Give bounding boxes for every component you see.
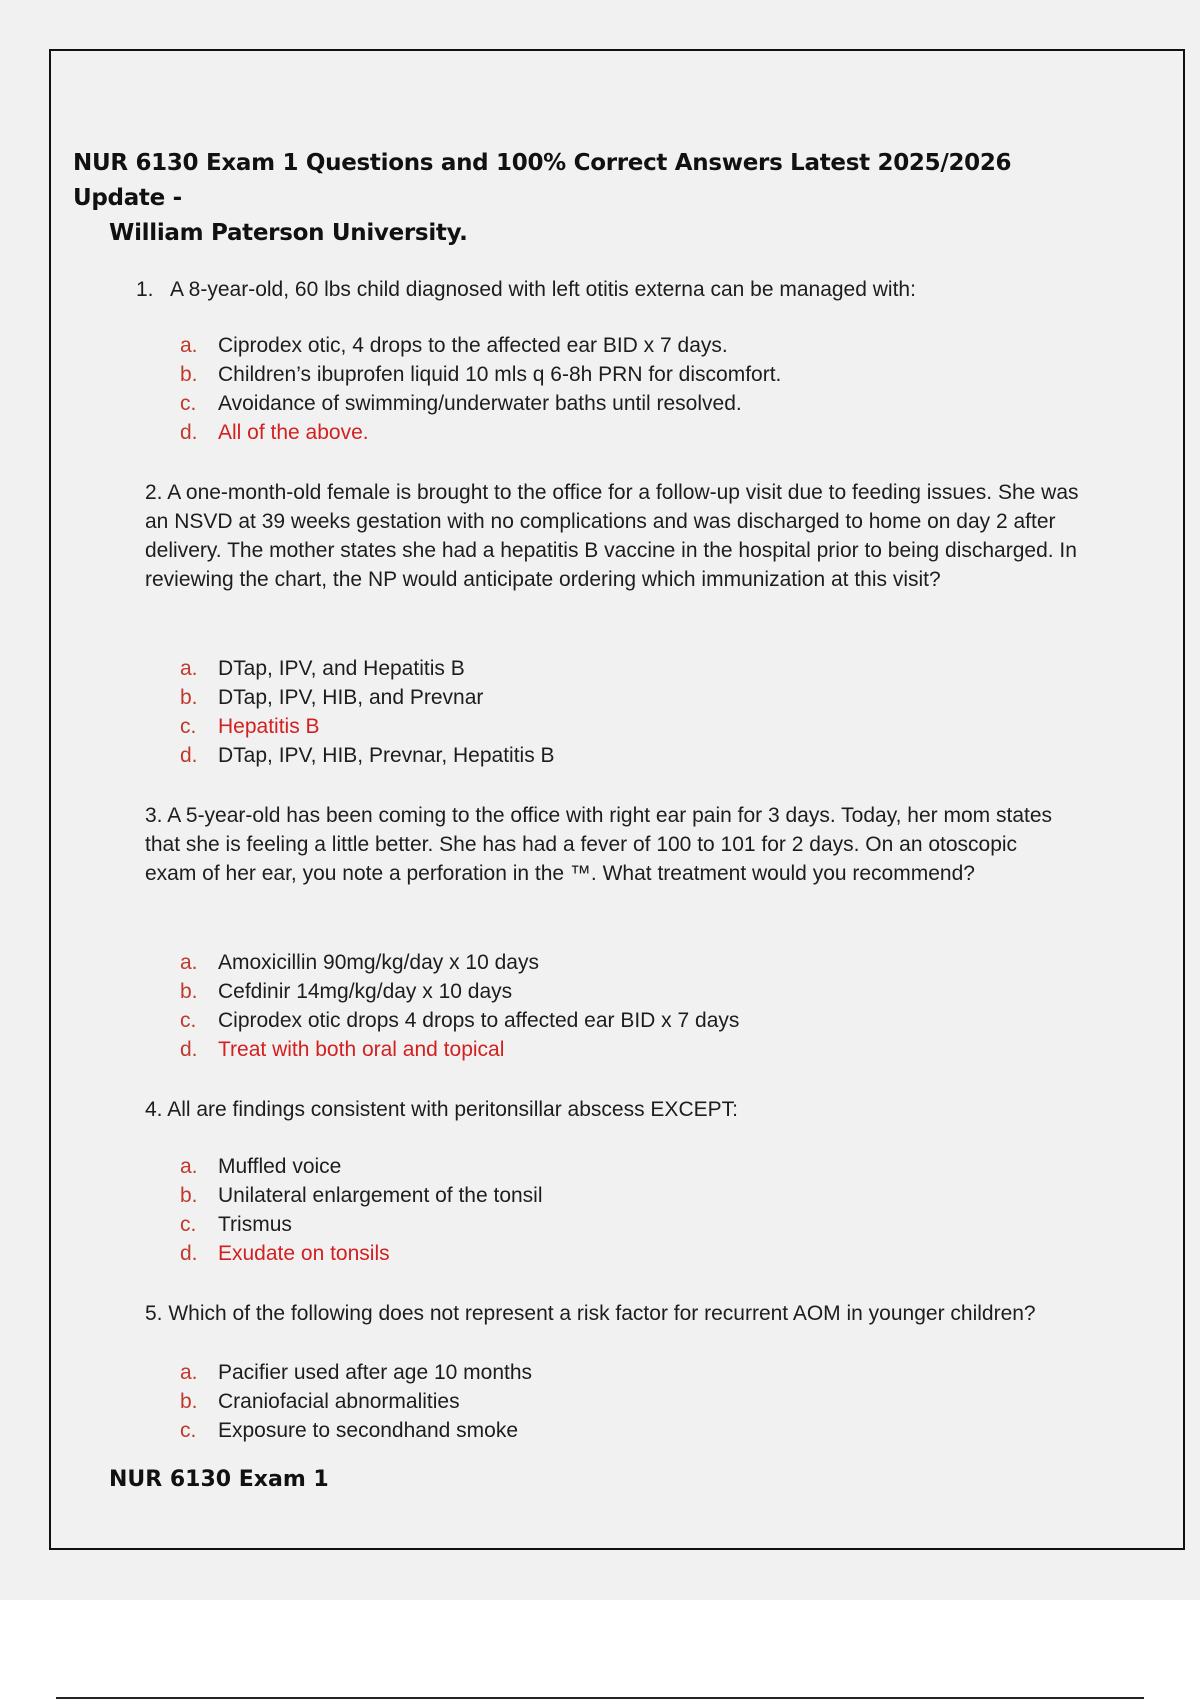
option-2d: d. DTap, IPV, HIB, Prevnar, Hepatitis B — [180, 744, 555, 767]
question-text: A 8-year-old, 60 lbs child diagnosed with left otitis externa can be managed with: — [170, 278, 916, 301]
option-3c: c. Ciprodex otic drops 4 drops to affected ear BID x 7 days — [180, 1009, 740, 1032]
option-5b: b. Craniofacial abnormalities — [180, 1390, 460, 1413]
option-1a: a. Ciprodex otic, 4 drops to the affected ear BID x 7 days. — [180, 334, 728, 357]
option-3b: b. Cefdinir 14mg/kg/day x 10 days — [180, 980, 513, 1003]
question-text: All are findings consistent with peritonsillar abscess EXCEPT: — [167, 1098, 738, 1121]
question-number: 2. — [145, 481, 163, 504]
question-text: Which of the following does not represent a risk factor for recurrent AOM in younger children? — [168, 1302, 1036, 1325]
question-4-options — [180, 1152, 1080, 1268]
option-5a: a. Pacifier used after age 10 months — [180, 1361, 533, 1384]
option-1b: b. Children’s ibuprofen liquid 10 mls q 6-8h PRN for discomfort. — [180, 363, 782, 386]
option-3a: a. Amoxicillin 90mg/kg/day x 10 days — [180, 951, 539, 974]
option-2c-correct: c. Hepatitis B — [180, 715, 320, 738]
question-5-options — [180, 1358, 1080, 1445]
question-2 — [145, 478, 1100, 594]
option-4b: b. Unilateral enlargement of the tonsil — [180, 1184, 543, 1207]
question-3-options — [180, 948, 1080, 1064]
question-5 — [145, 1299, 1135, 1328]
option-4d-correct: d. Exudate on tonsils — [180, 1242, 390, 1265]
question-4 — [145, 1095, 1095, 1124]
question-1 — [136, 275, 1086, 304]
question-number: 1. — [136, 278, 154, 301]
question-text: A 5-year-old has been coming to the office with right ear pain for 3 days. Today, her mom states that she is feeling a little better. She has had a fever of 100 to 101 for 2 days. On an otoscopic exam of her ear, you note a perforation in the ™. What treatment would you recommend? — [145, 804, 1053, 885]
question-number: 3. — [145, 804, 163, 827]
option-5c: c. Exposure to secondhand smoke — [180, 1419, 519, 1442]
option-4a: a. Muffled voice — [180, 1155, 342, 1178]
title-line-1: NUR 6130 Exam 1 Questions and 100% Correct Answers Latest 2025/2026 Update - — [73, 150, 1012, 211]
question-1-options — [180, 331, 1080, 447]
option-2a: a. DTap, IPV, and Hepatitis B — [180, 657, 465, 680]
question-text: A one-month-old female is brought to the office for a follow-up visit due to feeding issues. She was an NSVD at 39 weeks gestation with no complications and was discharged to home on day 2 after delivery. The mother states she had a hepatitis B vaccine in the hospital prior to being discharged. In reviewing the chart, the NP would anticipate ordering which immunization at this visit? — [145, 481, 1079, 591]
option-4c: c. Trismus — [180, 1213, 292, 1236]
document-title — [73, 146, 1073, 251]
option-1d-correct: d. All of the above. — [180, 421, 369, 444]
option-3d-correct: d. Treat with both oral and topical — [180, 1038, 505, 1061]
question-number: 4. — [145, 1098, 163, 1121]
bottom-divider — [56, 1697, 1144, 1699]
question-3 — [145, 801, 1055, 888]
footer-label: NUR 6130 Exam 1 — [109, 1467, 329, 1492]
option-1c: c. Avoidance of swimming/underwater baths until resolved. — [180, 392, 742, 415]
question-number: 5. — [145, 1302, 163, 1325]
title-line-2: William Paterson University. — [109, 220, 468, 246]
option-2b: b. DTap, IPV, HIB, and Prevnar — [180, 686, 484, 709]
question-2-options — [180, 654, 1080, 770]
